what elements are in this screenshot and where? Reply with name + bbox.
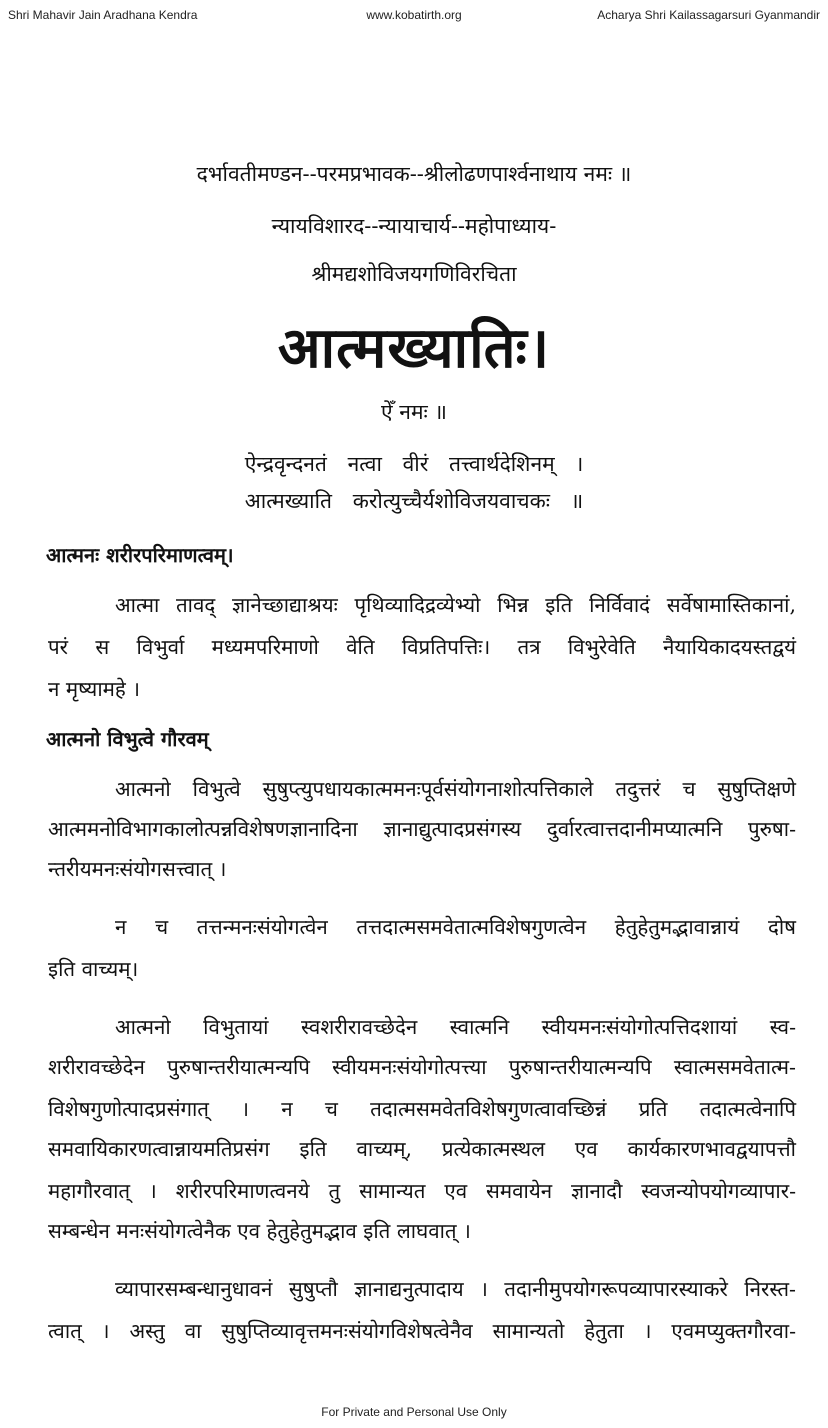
- para1-line-3: न मृष्यामहे ।: [48, 677, 141, 701]
- para4-line-6: सम्बन्धेन मनःसंयोगत्वेनैक एव हेतुहेतुमद्भाव इति लाघवात् ।: [48, 1219, 471, 1243]
- verse-line-2: आत्मख्याति करोत्युच्चैर्यशोविजयवाचकः ॥: [244, 489, 584, 513]
- invocation: ऐँ नमः ॥: [381, 400, 447, 424]
- main-title: आत्मख्यातिः।: [277, 315, 551, 381]
- para5-line-2: त्वात् । अस्तु वा सुषुप्तिव्यावृत्तमनःसंयोगविशेषत्वेनैव सामान्यतो हेतुता । एवमप्युक्तगौरवा-: [48, 1319, 796, 1343]
- para4-line-4: समवायिकारणत्वान्नायमतिप्रसंग इति वाच्यम्, प्रत्येकात्मस्थल एव कार्यकारणभावद्वयापत्तौ: [48, 1137, 796, 1161]
- para2-line-3: न्तरीयमनःसंयोगसत्त्वात् ।: [48, 857, 227, 881]
- page-header: [0, 8, 828, 24]
- section-heading-1: आत्मनः शरीरपरिमाणत्वम्।: [46, 543, 234, 567]
- section-heading-2: आत्मनो विभुत्वे गौरवम्: [46, 727, 209, 751]
- para2-line-2: आत्ममनोविभागकालोत्पन्नविशेषणज्ञानादिना ज्ञानाद्युत्पादप्रसंगस्य दुर्वारत्वात्तदानीमप्यात्मनि पुरुषा-: [48, 817, 796, 841]
- para1-line-2: परं स विभुर्वा मध्यमपरिमाणो वेति विप्रतिपत्तिः। तत्र विभुरेवेति नैयायिकादयस्तद्वयं: [48, 635, 796, 659]
- header-center-url: www.kobatirth.org: [366, 8, 462, 22]
- page-footer: For Private and Personal Use Only: [321, 1405, 507, 1419]
- author-name-line: श्रीमद्यशोविजयगणिविरचिता: [311, 262, 517, 286]
- para4-line-1: आत्मनो विभुतायां स्वशरीरावच्छेदेन स्वात्मनि स्वीयमनःसंयोगोत्पत्तिदशायां स्व-: [115, 1015, 796, 1039]
- header-right-text: Acharya Shri Kailassagarsuri Gyanmandir: [597, 8, 820, 22]
- para2-line-1: आत्मनो विभुत्वे सुषुप्त्युपधायकात्ममनःपूर्वसंयोगनाशोत्पत्तिकाले तदुत्तरं च सुषुप्तिक्षणे: [115, 777, 796, 801]
- para5-line-1: व्यापारसम्बन्धानुधावनं सुषुप्तौ ज्ञानाद्यनुत्पादाय । तदानीमुपयोगरूपव्यापारस्याकरे निरस्त-: [115, 1277, 796, 1301]
- para3-line-1: न च तत्तन्मनःसंयोगत्वेन तत्तदात्मसमवेतात्मविशेषगुणत्वेन हेतुहेतुमद्भावान्नायं दोष: [115, 915, 796, 939]
- para1-line-1: आत्मा तावद् ज्ञानेच्छाद्याश्रयः पृथिव्यादिद्रव्येभ्यो भिन्न इति निर्विवादं सर्वेषामास्तिकानां,: [115, 593, 796, 617]
- para4-line-2: शरीरावच्छेदेन पुरुषान्तरीयात्मन्यपि स्वीयमनःसंयोगोत्पत्त्या पुरुषान्तरीयात्मन्यपि स्वात्मसमवेतात्म-: [48, 1055, 796, 1079]
- salutation-line: दर्भावतीमण्डन--परमप्रभावक--श्रीलोढणपार्श्वनाथाय नमः ॥: [196, 162, 632, 186]
- verse-line-1: ऐन्द्रवृन्दनतं नत्वा वीरं तत्त्वार्थदेशिनम् ।: [244, 452, 584, 476]
- para3-line-2: इति वाच्यम्।: [48, 957, 139, 981]
- author-title-line: न्यायविशारद--न्यायाचार्य--महोपाध्याय-: [271, 214, 557, 238]
- para4-line-3: विशेषगुणोत्पादप्रसंगात् । न च तदात्मसमवेतविशेषगुणत्वावच्छिन्नं प्रति तदात्मत्वेनापि: [48, 1097, 796, 1121]
- header-left-text: Shri Mahavir Jain Aradhana Kendra: [8, 8, 198, 22]
- para4-line-5: महागौरवात् । शरीरपरिमाणत्वनये तु सामान्यत एव समवायेन ज्ञानादौ स्वजन्योपयोगव्यापार-: [48, 1179, 796, 1203]
